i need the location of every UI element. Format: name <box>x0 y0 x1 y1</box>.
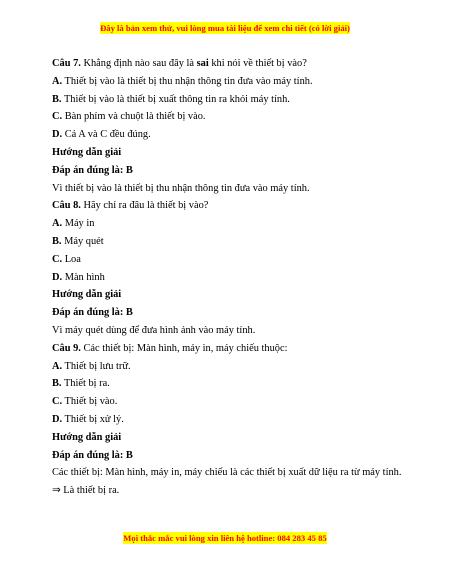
correct-answer: Đáp án đúng là: B <box>52 449 133 461</box>
question-label: Câu 8. <box>52 200 81 212</box>
option-d: D. Màn hình <box>52 271 105 283</box>
solution-heading: Hướng dẫn giải <box>52 146 122 158</box>
correct-answer: Đáp án đúng là: B <box>52 164 133 176</box>
question-8: Câu 8. Hãy chỉ ra đâu là thiết bị vào? <box>52 200 209 212</box>
conclusion: ⇒ Là thiết bị ra. <box>52 485 120 497</box>
option-c: C. Thiết bị vào. <box>52 396 118 408</box>
option-c: C. Bàn phím và chuột là thiết bị vào. <box>52 111 206 123</box>
option-b: B. Máy quét <box>52 235 104 247</box>
question-label: Câu 9. <box>52 342 81 354</box>
correct-answer: Đáp án đúng là: B <box>52 307 133 319</box>
explanation: Vì máy quét dùng để đưa hình ảnh vào máy tính. <box>52 324 256 336</box>
explanation: Các thiết bị: Màn hình, máy in, máy chiếu là các thiết bị xuất dữ liệu ra từ máy tính. <box>52 467 402 479</box>
option-d: D. Thiết bị xử lý. <box>52 413 124 425</box>
document-body <box>52 55 402 500</box>
option-d: D. Cả A và C đều đúng. <box>52 129 151 141</box>
option-c: C. Loa <box>52 253 81 265</box>
option-a: A. Thiết bị lưu trữ. <box>52 360 131 372</box>
option-a: A. Máy in <box>52 218 95 230</box>
option-b: B. Thiết bị vào là thiết bị xuất thông tin ra khỏi máy tính. <box>52 93 290 105</box>
question-9: Câu 9. Các thiết bị: Màn hình, máy in, máy chiếu thuộc: <box>52 342 288 354</box>
solution-heading: Hướng dẫn giải <box>52 431 122 443</box>
emphasis-word: sai <box>196 58 209 69</box>
option-b: B. Thiết bị ra. <box>52 378 110 390</box>
explanation: Vì thiết bị vào là thiết bị thu nhận thông tin đưa vào máy tính. <box>52 182 310 194</box>
preview-notice-banner: Đây là bản xem thử, vui lòng mua tài liệu để xem chi tiết (có lời giải) <box>100 23 350 33</box>
solution-heading: Hướng dẫn giải <box>52 289 122 301</box>
question-7: Câu 7. Khẳng định nào sau đây là sai khi nói về thiết bị vào? <box>52 58 307 69</box>
hotline-contact-banner: Mọi thắc mắc vui lòng xin liên hệ hotline: 084 283 45 85 <box>123 533 327 543</box>
option-a: A. Thiết bị vào là thiết bị thu nhận thông tin đưa vào máy tính. <box>52 75 313 87</box>
question-label: Câu 7. <box>52 58 81 69</box>
